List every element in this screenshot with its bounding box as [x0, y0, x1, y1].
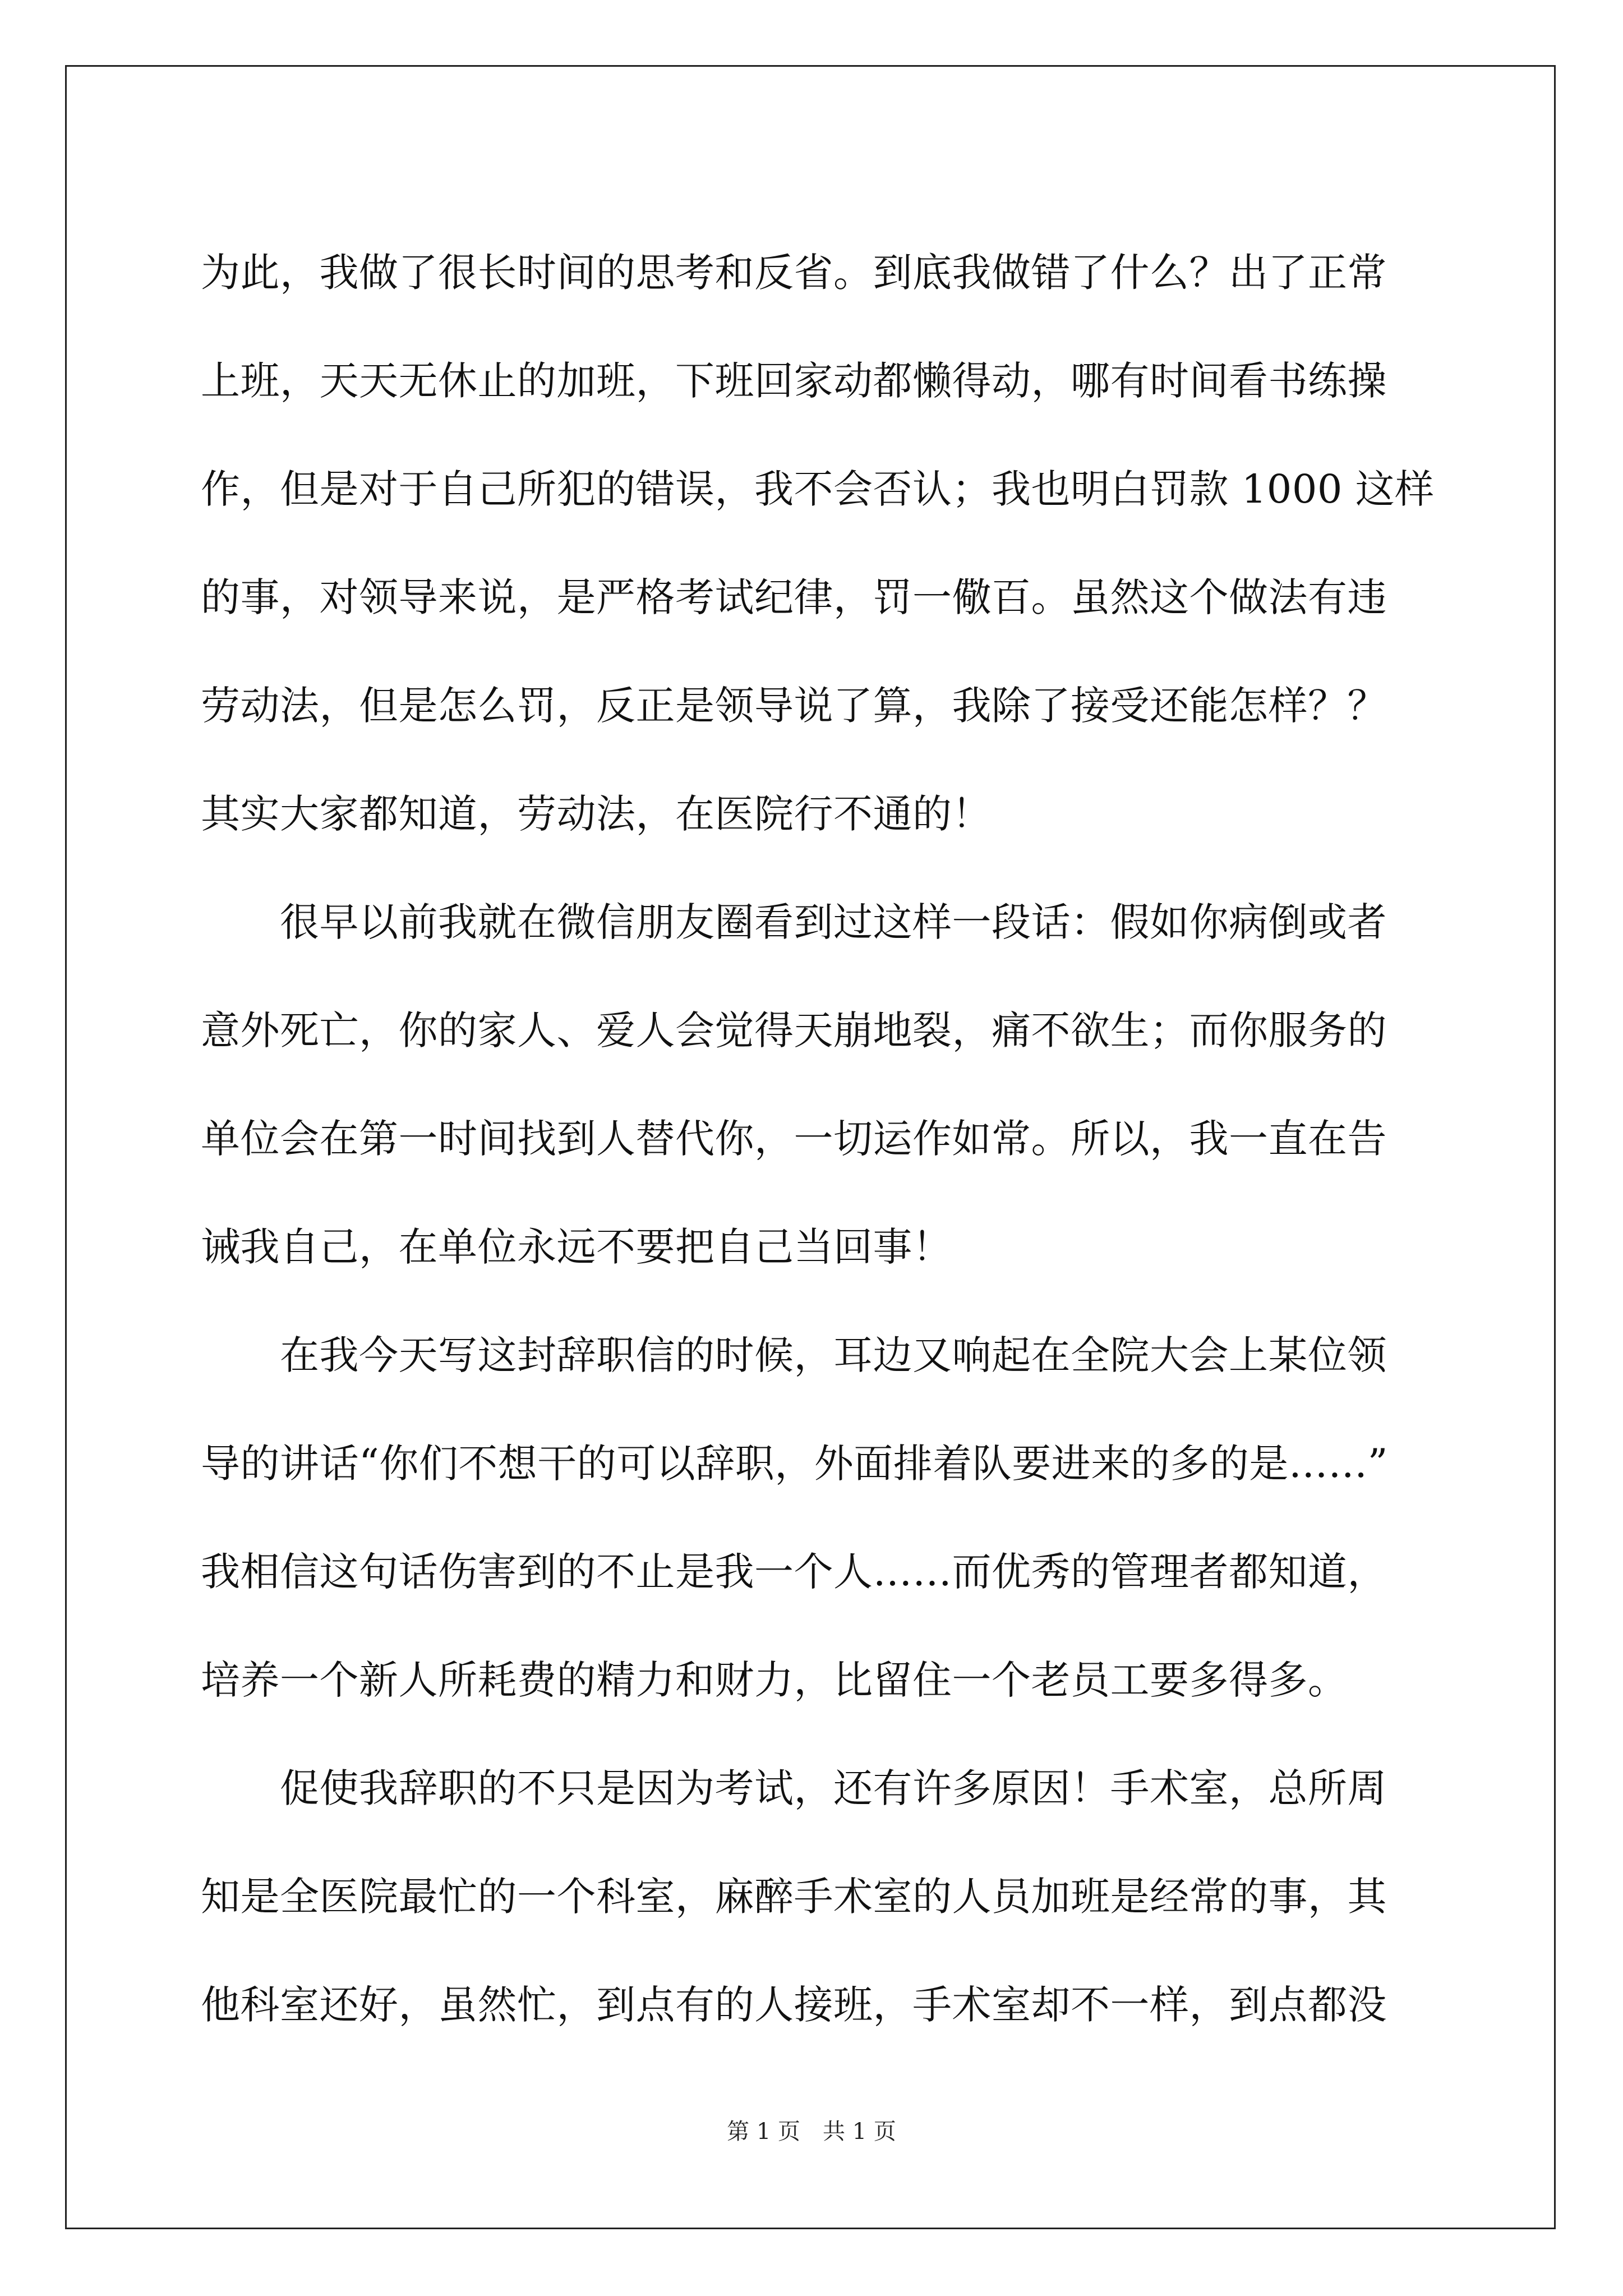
- text-line: 其实大家都知道，劳动法，在医院行不通的！: [201, 791, 992, 837]
- document-body: [201, 219, 1435, 2059]
- page-footer: 第 1 页 共 1 页: [727, 2119, 896, 2145]
- text-line: 劳动法，但是怎么罚，反正是领导说了算，我除了接受还能怎样？？: [201, 683, 1387, 729]
- text-line: 在我今天写这封辞职信的时候，耳边又响起在全院大会上某位领: [201, 1332, 1387, 1378]
- text-line: 我相信这句话伤害到的不止是我一个人……而优秀的管理者都知道，: [201, 1549, 1387, 1595]
- text-line: 意外死亡，你的家人、爱人会觉得天崩地裂，痛不欲生；而你服务的: [201, 1007, 1387, 1053]
- text-line: 单位会在第一时间找到人替代你，一切运作如常。所以，我一直在告: [201, 1116, 1387, 1162]
- text-line: 很早以前我就在微信朋友圈看到过这样一段话：假如你病倒或者: [201, 899, 1387, 945]
- text-line: 知是全医院最忙的一个科室，麻醉手术室的人员加班是经常的事，其: [201, 1874, 1387, 1920]
- text-line: 导的讲话“你们不想干的可以辞职，外面排着队要进来的多的是……”: [201, 1441, 1389, 1487]
- text-line: 上班，天天无休止的加班，下班回家动都懒得动，哪有时间看书练操: [201, 358, 1387, 404]
- text-line: 作，但是对于自己所犯的错误，我不会否认；我也明白罚款 1000 这样: [201, 466, 1435, 512]
- text-line: 促使我辞职的不只是因为考试，还有许多原因！手术室，总所周: [201, 1765, 1387, 1811]
- text-line: 的事，对领导来说，是严格考试纪律，罚一儆百。虽然这个做法有违: [201, 574, 1387, 620]
- text-line: 培养一个新人所耗费的精力和财力，比留住一个老员工要多得多。: [201, 1657, 1348, 1703]
- text-line: 为此，我做了很长时间的思考和反省。到底我做错了什么？出了正常: [201, 250, 1387, 296]
- text-line: 他科室还好，虽然忙，到点有的人接班，手术室却不一样，到点都没: [201, 1982, 1387, 2028]
- text-line: 诫我自己，在单位永远不要把自己当回事！: [201, 1224, 952, 1270]
